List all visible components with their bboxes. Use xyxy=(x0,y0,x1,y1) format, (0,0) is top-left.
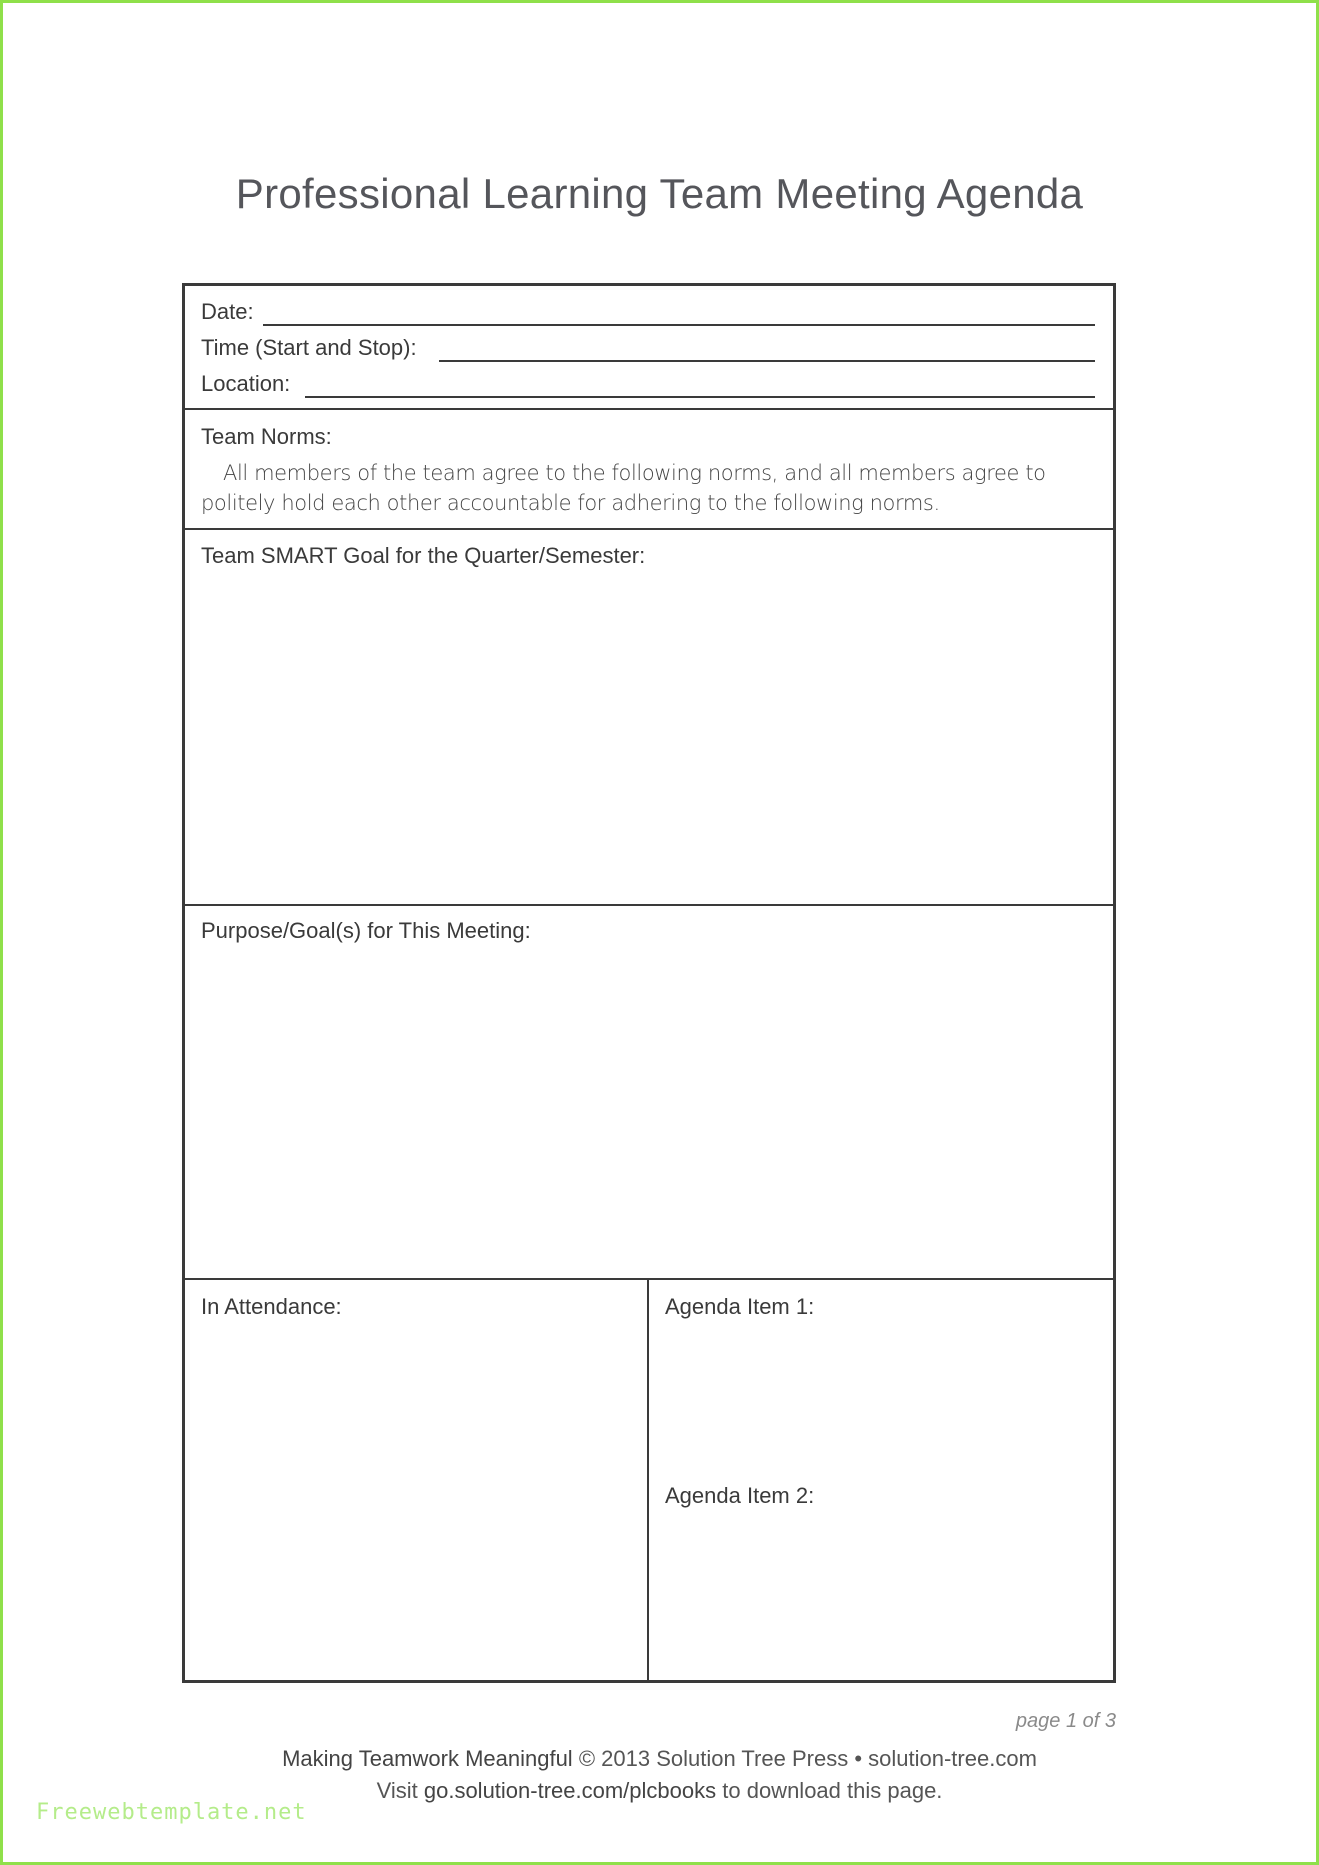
page-number: page 1 of 3 xyxy=(1015,1710,1116,1732)
time-field[interactable] xyxy=(439,360,1095,362)
attendance-area[interactable] xyxy=(185,1280,647,1680)
date-label: Date: xyxy=(201,299,254,324)
team-norms-body: All members of the team agree to the following norms, and all members agree to politely hold each other accountable for adhering to the following norms. xyxy=(201,461,1046,515)
purpose-area[interactable] xyxy=(185,906,1113,1278)
smart-goal-label: Team SMART Goal for the Quarter/Semester: xyxy=(201,543,646,568)
download-link[interactable]: go.solution-tree.com/plcbooks xyxy=(423,1778,717,1803)
bullet: • xyxy=(854,1746,863,1771)
divider xyxy=(185,408,1113,410)
location-label: Location: xyxy=(201,371,291,396)
purpose-label: Purpose/Goal(s) for This Meeting: xyxy=(201,918,531,943)
watermark: Freewebtemplate.net xyxy=(36,1800,307,1825)
agenda-item-2-area[interactable] xyxy=(649,1516,1113,1680)
footer-line-1 xyxy=(0,1746,1319,1772)
time-label: Time (Start and Stop): xyxy=(201,335,417,360)
book-title: Making Teamwork Meaningful xyxy=(282,1746,573,1771)
attendance-label: In Attendance: xyxy=(201,1294,342,1319)
page-title: Professional Learning Team Meeting Agenda xyxy=(235,170,1084,217)
visit-suffix: to download this page. xyxy=(722,1778,943,1803)
agenda-item-2-label: Agenda Item 2: xyxy=(665,1483,815,1508)
agenda-form xyxy=(182,283,1116,1683)
team-norms-text xyxy=(201,458,1093,518)
agenda-item-1-area[interactable] xyxy=(649,1326,1113,1476)
team-norms-label: Team Norms: xyxy=(201,424,332,449)
date-field[interactable] xyxy=(263,324,1095,326)
website-link[interactable]: solution-tree.com xyxy=(868,1746,1037,1771)
location-field[interactable] xyxy=(305,396,1095,398)
copyright: © 2013 Solution Tree Press xyxy=(578,1746,849,1771)
smart-goal-area[interactable] xyxy=(185,530,1113,904)
agenda-item-1-label: Agenda Item 1: xyxy=(665,1294,815,1319)
visit-prefix: Visit xyxy=(376,1778,418,1803)
